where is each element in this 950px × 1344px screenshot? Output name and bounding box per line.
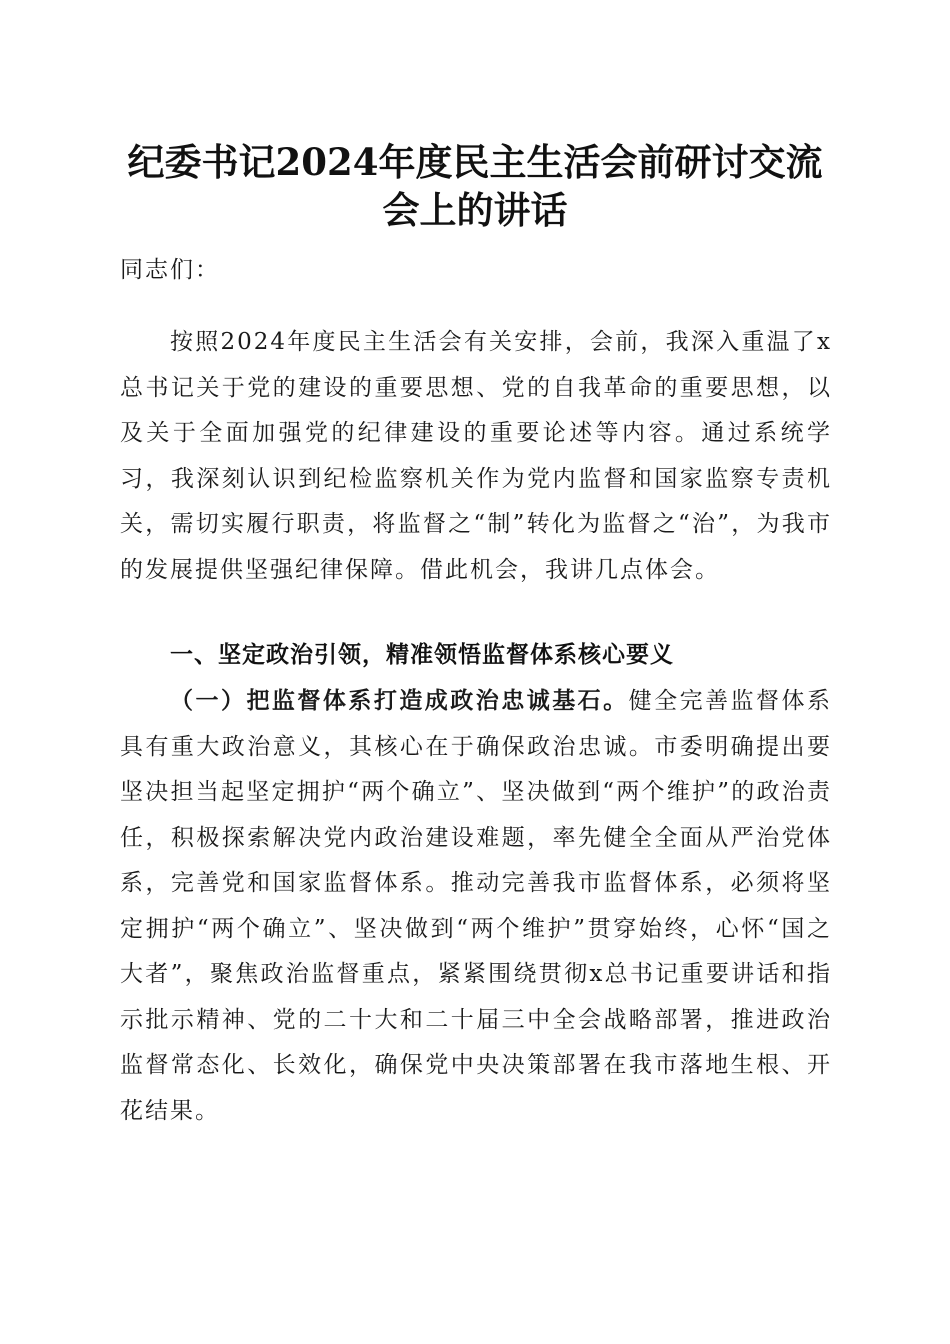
paragraph-section-1-1 [120,678,832,1134]
section-heading-1: 一、坚定政治引领，精准领悟监督体系核心要义 [170,642,674,668]
paragraph-section-1-1-text: 健全完善监督体系具有重大政治意义，其核心在于确保政治忠诚。市委明确提出要坚决担当起坚定拥护“两个确立”、坚决做到“两个维护”的政治责任，积极探索解决党内政治建设难题，率先健全全面从严治党体系，完善党和国家监督体系。推动完善我市监督体系，必须将坚定拥护“两个确立”、坚决做到“两个维护”贯穿始终，心怀“国之大者”，聚焦政治监督重点，紧紧围绕贯彻x总书记重要讲话和指示批示精神、党的二十大和二十届三中全会战略部署，推进政治监督常态化、长效化，确保党中央决策部署在我市落地生根、开花结果。 [120,688,833,1124]
salutation: 同志们： [120,257,220,283]
subheading-1-1: （一）把监督体系打造成政治忠诚基石。 [170,687,629,714]
paragraph-intro: 按照2024年度民主生活会有关安排，会前，我深入重温了x总书记关于党的建设的重要思想、党的自我革命的重要思想，以及关于全面加强党的纪律建设的重要论述等内容。通过系统学习，我深刻认识到纪检监察机关作为党内监督和国家监察专责机关，需切实履行职责，将监督之“制”转化为监督之“治”，为我市的发展提供坚强纪律保障。借此机会，我讲几点体会。 [120,329,832,583]
document-title: 纪委书记2024年度民主生活会前研讨交流会上的讲话 [127,140,823,232]
